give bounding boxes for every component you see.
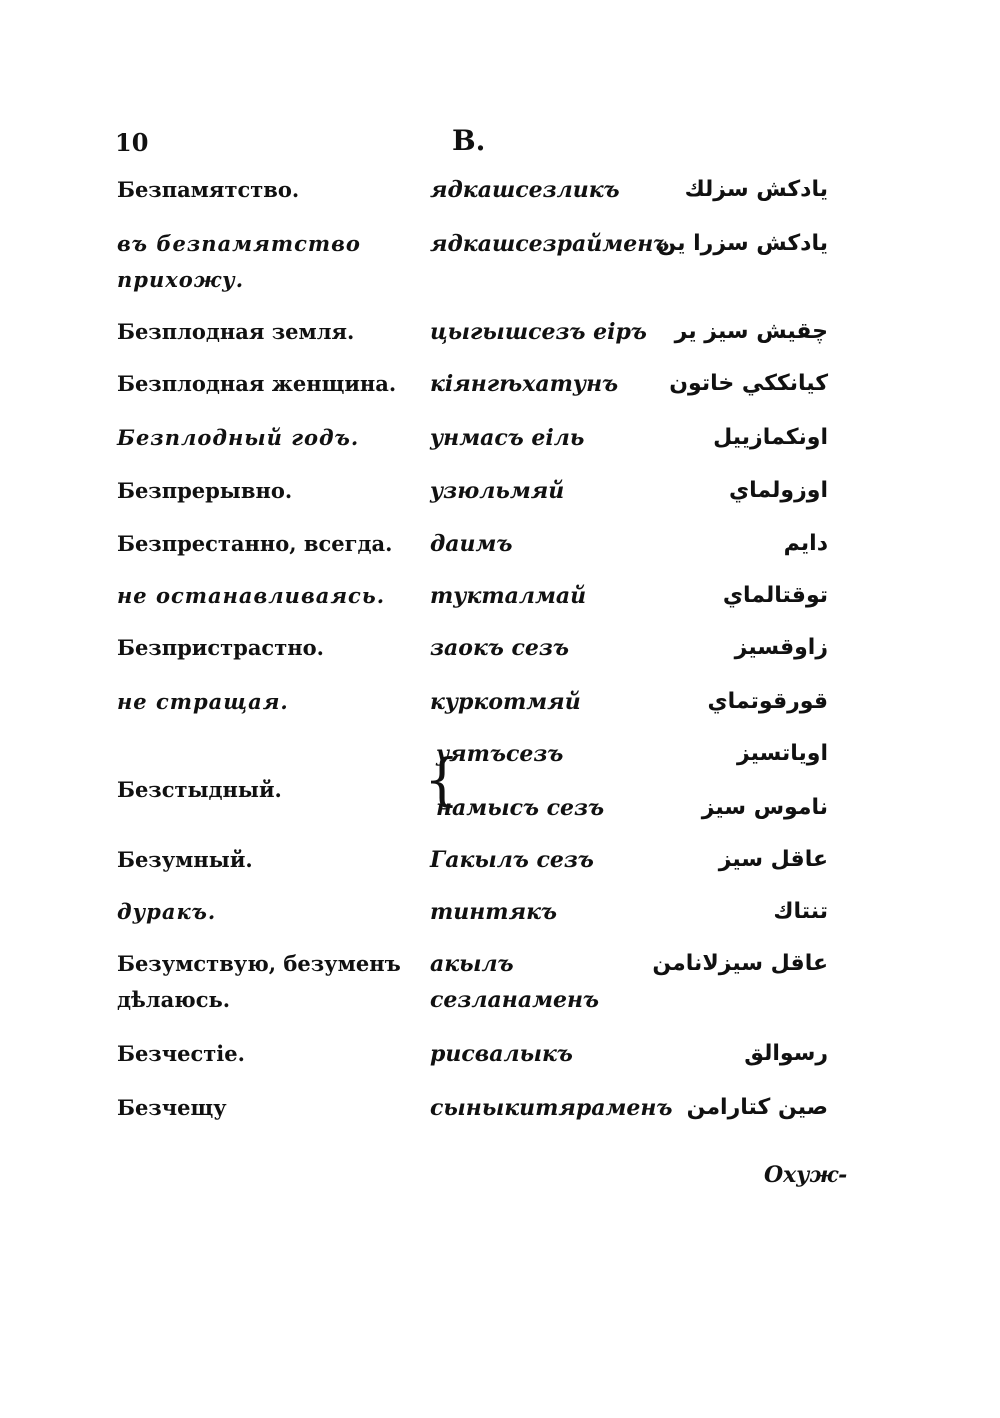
russian-term: Безчестіе. (117, 1041, 245, 1066)
tatar-transliteration: ядкашсезрайменъ (430, 231, 670, 257)
russian-term: въ безпамятство прихожу. (117, 231, 361, 292)
russian-term: Безумствую, безуменъ дѣлаюсь. (117, 951, 401, 1012)
tatar-transliteration: тинтякъ (430, 899, 557, 925)
russian-term: Безпамятство. (117, 177, 300, 202)
arabic-script-term: اونكمازييل (713, 425, 828, 450)
arabic-script-term: ناموس سيز (701, 795, 828, 820)
arabic-script-term: زاوقسيز (734, 635, 828, 660)
arabic-script-term: توقتالماي (722, 583, 828, 608)
arabic-script-term: چقيش سيز ير (674, 319, 828, 344)
russian-term: Безпрерывно. (117, 478, 293, 503)
russian-term: Безчещу (117, 1095, 227, 1120)
tatar-transliteration: унмасъ еіль (430, 425, 585, 451)
tatar-transliteration: ядкашсезликъ (430, 177, 620, 203)
grouping-brace: { (424, 748, 460, 813)
russian-term: Безумный. (117, 847, 253, 872)
tatar-transliteration: цыгышсезъ еіръ (430, 319, 647, 345)
arabic-script-term: اوزولماي (729, 478, 828, 503)
arabic-script-term: يادكش سزرا ين (657, 231, 828, 256)
russian-term: дуракъ. (117, 899, 217, 924)
russian-term: не останавливаясь. (117, 583, 386, 608)
arabic-script-term: عاقل سيزلانامن (652, 951, 828, 976)
arabic-script-term: قورقوتماي (707, 689, 828, 714)
arabic-script-term: اوياتسيز (736, 741, 828, 766)
russian-term: Безплодная женщина. (117, 371, 397, 396)
section-letter: B. (452, 124, 486, 157)
tatar-transliteration: уятъсезъ (436, 741, 564, 767)
tatar-transliteration: даимъ (430, 531, 513, 557)
arabic-script-term: يادكش سزلك (684, 177, 828, 202)
arabic-script-term: تنتاك (773, 899, 828, 924)
tatar-transliteration: рисвалыкъ (430, 1041, 573, 1067)
arabic-script-term: رسوالق (744, 1041, 828, 1066)
tatar-transliteration: акылъ сезланаменъ (430, 951, 600, 1013)
arabic-script-term: دايم (783, 531, 828, 556)
russian-term: Безпрестанно, всегда. (117, 531, 393, 556)
tatar-transliteration: сыныкитярaменъ (430, 1095, 673, 1121)
arabic-script-term: كيانككي خاتون (669, 371, 828, 396)
russian-term: Безплодный годъ. (117, 425, 360, 450)
russian-term: Безпристрастно. (117, 635, 324, 660)
russian-term: Безстыдный. (117, 777, 282, 802)
tatar-transliteration: намысъ сезъ (436, 795, 605, 821)
tatar-transliteration: тукталмай (430, 583, 587, 609)
russian-term: Безплодная земля. (117, 319, 355, 344)
tatar-transliteration: заокъ сезъ (430, 635, 569, 661)
tatar-transliteration: кіянгѣхатунъ (430, 371, 619, 397)
russian-term: не стращая. (117, 689, 289, 714)
arabic-script-term: عاقل سيز (718, 847, 828, 872)
page-number: 10 (115, 128, 149, 157)
tatar-transliteration: Гакылъ сезъ (430, 847, 594, 873)
tatar-transliteration: узюльмяй (430, 478, 565, 504)
tatar-transliteration: куркотмяй (430, 689, 581, 715)
catchword: Охуж- (764, 1162, 848, 1188)
arabic-script-term: صين كتارامن (686, 1095, 828, 1120)
